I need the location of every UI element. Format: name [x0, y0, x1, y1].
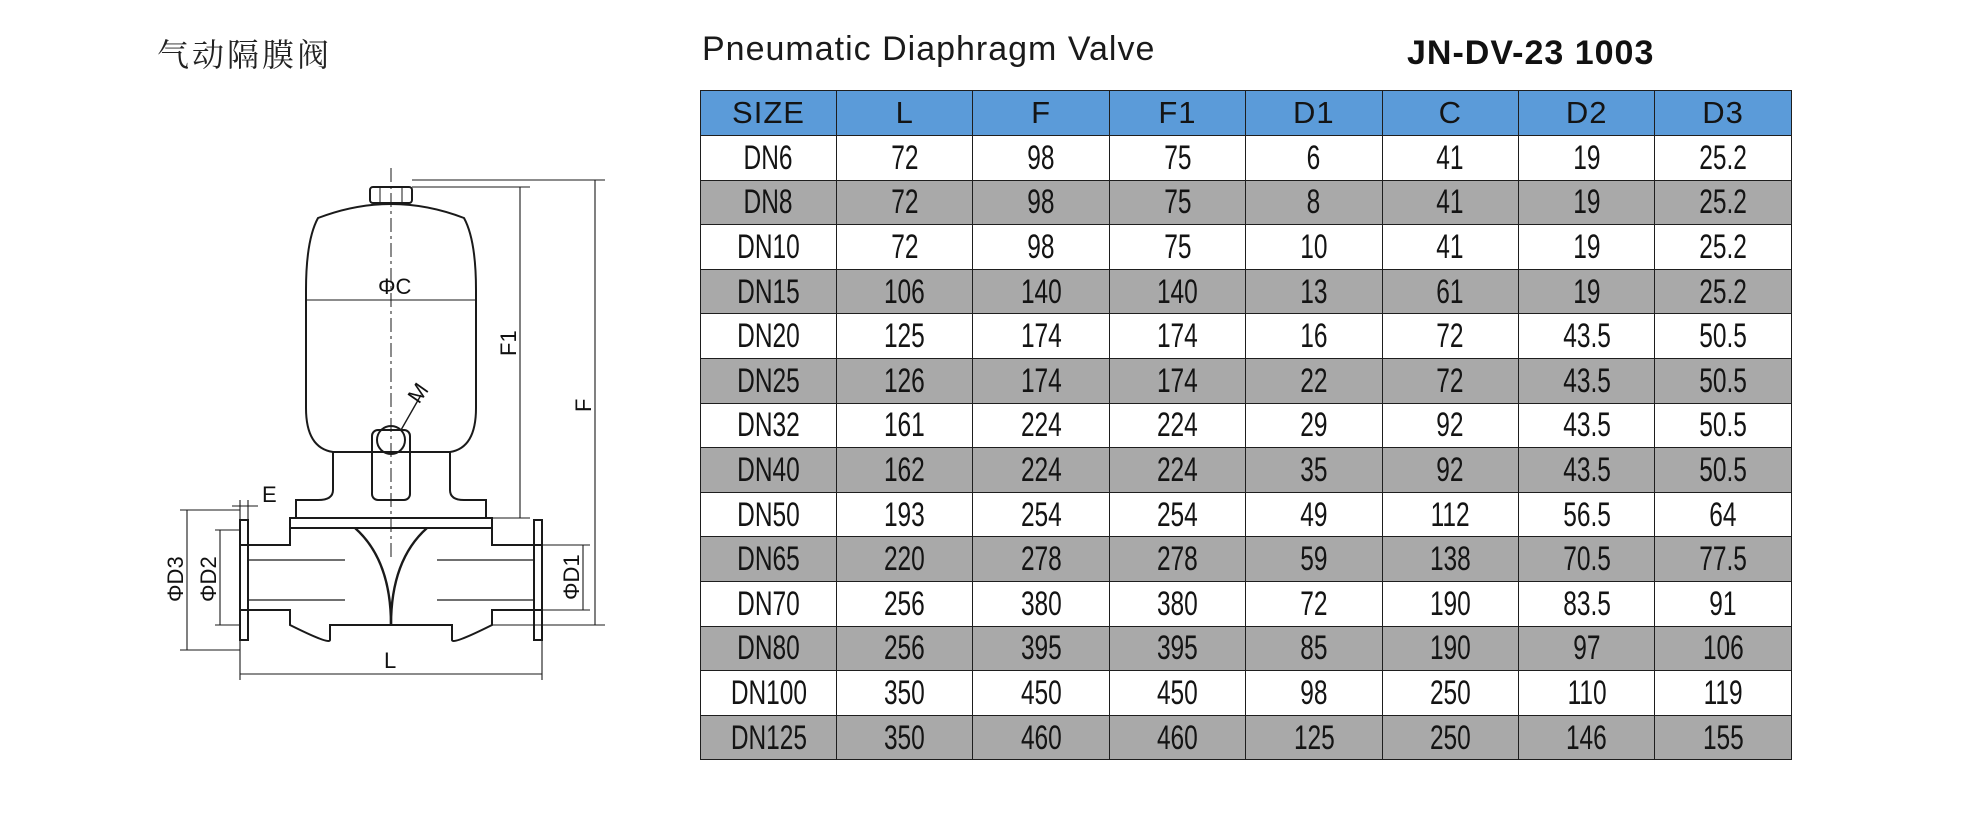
dimension-cell: 83.5: [1518, 581, 1654, 626]
table-row: [701, 358, 1792, 403]
table-row: [701, 626, 1792, 671]
size-cell: DN8: [701, 180, 837, 225]
dimension-cell: 35: [1246, 448, 1382, 493]
dimension-cell: 22: [1246, 358, 1382, 403]
dimension-cell: 98: [1246, 671, 1382, 716]
english-title: Pneumatic Diaphragm Valve: [702, 30, 1156, 68]
dimension-cell: 19: [1518, 269, 1654, 314]
table-row: [701, 403, 1792, 448]
dimension-cell: 29: [1246, 403, 1382, 448]
dimension-cell: 450: [973, 671, 1109, 716]
dimension-cell: 72: [837, 136, 973, 181]
dimension-cell: 92: [1382, 403, 1518, 448]
dimension-cell: 59: [1246, 537, 1382, 582]
dimension-cell: 224: [1109, 403, 1245, 448]
size-cell: DN50: [701, 492, 837, 537]
dimension-cell: 6: [1246, 136, 1382, 181]
dimension-cell: 140: [973, 269, 1109, 314]
table-row: [701, 715, 1792, 760]
size-cell: DN6: [701, 136, 837, 181]
dimension-cell: 126: [837, 358, 973, 403]
label-phi-d2: ΦD2: [196, 556, 221, 602]
dimension-cell: 41: [1382, 225, 1518, 270]
column-header: C: [1382, 91, 1518, 136]
dimension-cell: 350: [837, 715, 973, 760]
dimension-cell: 278: [1109, 537, 1245, 582]
table-row: [701, 581, 1792, 626]
size-cell: DN80: [701, 626, 837, 671]
dimension-cell: 256: [837, 626, 973, 671]
dimension-cell: 98: [973, 136, 1109, 181]
table-row: [701, 492, 1792, 537]
dimension-cell: 8: [1246, 180, 1382, 225]
column-header: F1: [1109, 91, 1245, 136]
dimension-cell: 70.5: [1518, 537, 1654, 582]
dimension-cell: 75: [1109, 136, 1245, 181]
dimension-cell: 97: [1518, 626, 1654, 671]
table-row: [701, 671, 1792, 716]
dimension-table: [700, 90, 1792, 760]
dimension-cell: 224: [973, 403, 1109, 448]
dimension-cell: 25.2: [1655, 269, 1791, 314]
dimension-cell: 395: [1109, 626, 1245, 671]
dimension-cell: 395: [973, 626, 1109, 671]
label-phi-d1: ΦD1: [559, 554, 584, 600]
dimension-cell: 190: [1382, 581, 1518, 626]
dimension-cell: 75: [1109, 225, 1245, 270]
dimension-cell: 19: [1518, 180, 1654, 225]
dimension-cell: 41: [1382, 136, 1518, 181]
dimension-cell: 85: [1246, 626, 1382, 671]
table-row: [701, 537, 1792, 582]
dimension-cell: 41: [1382, 180, 1518, 225]
column-header: F: [973, 91, 1109, 136]
label-l: L: [384, 648, 397, 673]
dimension-cell: 19: [1518, 225, 1654, 270]
dimension-cell: 224: [973, 448, 1109, 493]
label-f: F: [571, 398, 596, 412]
dimension-cell: 380: [1109, 581, 1245, 626]
left-ferrule: [240, 520, 248, 640]
label-m: M: [402, 378, 434, 408]
dimension-cell: 146: [1518, 715, 1654, 760]
size-cell: DN65: [701, 537, 837, 582]
size-cell: DN32: [701, 403, 837, 448]
right-ferrule: [534, 520, 542, 640]
table-row: [701, 225, 1792, 270]
table-row: [701, 180, 1792, 225]
dimension-cell: 56.5: [1518, 492, 1654, 537]
dimension-cell: 92: [1382, 448, 1518, 493]
dimension-cell: 450: [1109, 671, 1245, 716]
dimension-cell: 110: [1518, 671, 1654, 716]
dimension-cell: 174: [973, 314, 1109, 359]
dimension-cell: 25.2: [1655, 136, 1791, 181]
dimension-cell: 50.5: [1655, 448, 1791, 493]
dimension-cell: 380: [973, 581, 1109, 626]
table-row: [701, 269, 1792, 314]
dimension-cell: 220: [837, 537, 973, 582]
dimension-cell: 98: [973, 225, 1109, 270]
dimension-cell: 43.5: [1518, 358, 1654, 403]
dimension-cell: 460: [973, 715, 1109, 760]
dimension-cell: 16: [1246, 314, 1382, 359]
column-header: D1: [1246, 91, 1382, 136]
dimension-cell: 119: [1655, 671, 1791, 716]
size-cell: DN100: [701, 671, 837, 716]
size-cell: DN70: [701, 581, 837, 626]
dimension-cell: 112: [1382, 492, 1518, 537]
dimension-cell: 193: [837, 492, 973, 537]
size-cell: DN40: [701, 448, 837, 493]
dimension-cell: 350: [837, 671, 973, 716]
dimension-cell: 254: [973, 492, 1109, 537]
table-row: [701, 136, 1792, 181]
dimension-cell: 161: [837, 403, 973, 448]
model-code: JN-DV-23 1003: [1407, 34, 1655, 72]
size-cell: DN20: [701, 314, 837, 359]
diaphragm-weir: [355, 528, 391, 625]
dimension-cell: 106: [1655, 626, 1791, 671]
dimension-cell: 155: [1655, 715, 1791, 760]
dimension-cell: 250: [1382, 715, 1518, 760]
dimension-cell: 64: [1655, 492, 1791, 537]
dimension-cell: 50.5: [1655, 358, 1791, 403]
label-phi-c: ΦC: [378, 274, 412, 299]
column-header: D3: [1655, 91, 1791, 136]
dimension-cell: 162: [837, 448, 973, 493]
dimension-cell: 77.5: [1655, 537, 1791, 582]
dimension-cell: 72: [1382, 358, 1518, 403]
dimension-cell: 98: [973, 180, 1109, 225]
dimension-cell: 72: [837, 180, 973, 225]
dimension-cell: 125: [837, 314, 973, 359]
table-header-row: [701, 91, 1792, 136]
dimension-cell: 190: [1382, 626, 1518, 671]
dimension-cell: 75: [1109, 180, 1245, 225]
dimension-cell: 13: [1246, 269, 1382, 314]
size-cell: DN15: [701, 269, 837, 314]
dimension-cell: 49: [1246, 492, 1382, 537]
dimension-cell: 138: [1382, 537, 1518, 582]
dimension-cell: 43.5: [1518, 403, 1654, 448]
dimension-cell: 254: [1109, 492, 1245, 537]
column-header: SIZE: [701, 91, 837, 136]
dimension-cell: 72: [1382, 314, 1518, 359]
label-e: E: [262, 482, 277, 507]
chinese-title: 气动隔膜阀: [157, 36, 333, 74]
dimension-cell: 125: [1246, 715, 1382, 760]
dimension-cell: 250: [1382, 671, 1518, 716]
dimension-cell: 278: [973, 537, 1109, 582]
dimension-cell: 50.5: [1655, 403, 1791, 448]
dimension-cell: 72: [837, 225, 973, 270]
table-row: [701, 448, 1792, 493]
dimension-cell: 460: [1109, 715, 1245, 760]
dimension-cell: 25.2: [1655, 225, 1791, 270]
dimension-cell: 43.5: [1518, 448, 1654, 493]
size-cell: DN25: [701, 358, 837, 403]
size-cell: DN10: [701, 225, 837, 270]
dimension-cell: 91: [1655, 581, 1791, 626]
dimension-cell: 10: [1246, 225, 1382, 270]
table-row: [701, 314, 1792, 359]
dimension-cell: 25.2: [1655, 180, 1791, 225]
dimension-cell: 224: [1109, 448, 1245, 493]
size-cell: DN125: [701, 715, 837, 760]
dimension-cell: 61: [1382, 269, 1518, 314]
valve-technical-drawing: [150, 160, 630, 690]
dimension-cell: 43.5: [1518, 314, 1654, 359]
label-phi-d3: ΦD3: [163, 556, 188, 602]
column-header: L: [837, 91, 973, 136]
dimension-cell: 72: [1246, 581, 1382, 626]
dimension-cell: 106: [837, 269, 973, 314]
column-header: D2: [1518, 91, 1654, 136]
dimension-cell: 174: [973, 358, 1109, 403]
table-body: [701, 136, 1792, 760]
dimension-cell: 174: [1109, 358, 1245, 403]
label-f1: F1: [496, 330, 521, 356]
dimension-cell: 256: [837, 581, 973, 626]
dimension-cell: 19: [1518, 136, 1654, 181]
dimension-cell: 174: [1109, 314, 1245, 359]
dimension-cell: 50.5: [1655, 314, 1791, 359]
dimension-cell: 140: [1109, 269, 1245, 314]
